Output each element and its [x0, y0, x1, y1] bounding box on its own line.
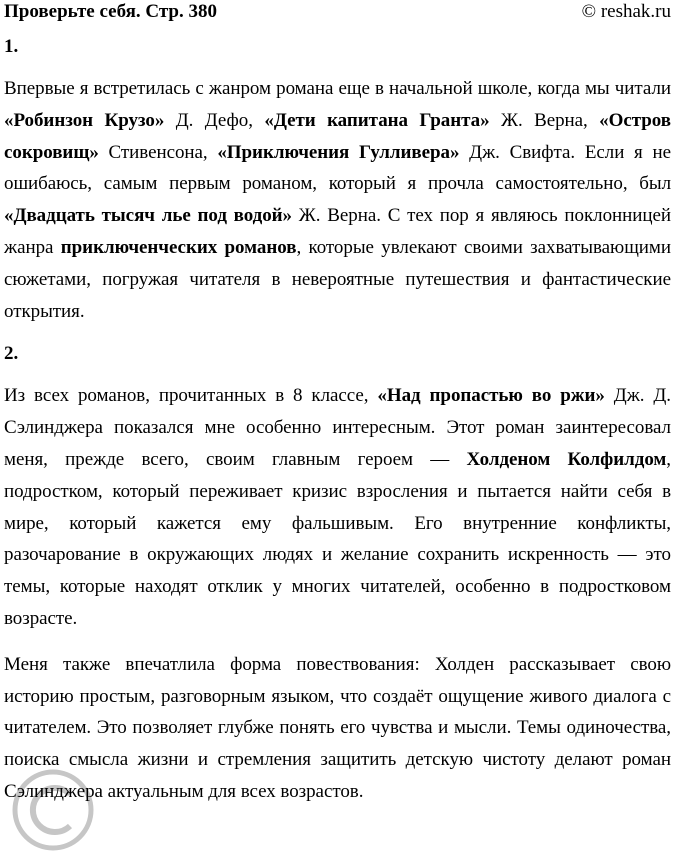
- bold-text: «Над пропастью во ржи»: [377, 385, 605, 407]
- page-header: [4, 0, 671, 24]
- text-run: Дж. Свифта. Если я не ошибаюсь, самым первым романом, который я прочла самостоятельно, был: [4, 141, 671, 195]
- answer-paragraph: [4, 649, 671, 808]
- answer-paragraph: [4, 380, 671, 634]
- text-run: Дж. Д. Сэлинджера показался мне особенно интересным. Этот роман заинтересовал меня, прежде всего, своим главным героем —: [4, 385, 672, 470]
- text-run: , которые увлекают своими захватывающими сюжетами, погружая читателя в невероятные путешествия и фантастические открытия.: [4, 236, 671, 322]
- text-run: , подростком, который переживает кризис взросления и пытается найти себя в мире, который кажется ему фальшивым. Его внутренние конфликты, разочарование в окружающих людях и желание сохранить искренность — это темы, которые находят отклик у многих читателей, особенно в подростковом возрасте.: [4, 448, 671, 629]
- text-run: Впервые я встретилась с жанром романа еще в начальной школе, когда мы читали: [4, 78, 671, 99]
- question-number: 1.: [4, 36, 19, 57]
- text-run: Д. Дефо,: [164, 109, 265, 131]
- answer-paragraph: [4, 73, 671, 327]
- text-run: Из всех романов, прочитанных в 8 классе,: [4, 385, 378, 407]
- bold-text: «Робинзон Крузо»: [4, 109, 165, 131]
- bold-text: «Дети капитана Гранта»: [264, 109, 490, 131]
- question-number: 2.: [4, 343, 19, 365]
- bold-text: «Двадцать тысяч лье под водой»: [4, 205, 293, 227]
- text-run: Ж. Верна,: [489, 109, 600, 131]
- bold-text: «Остров сокровищ»: [4, 109, 671, 163]
- text-run: Ж. Верна. С тех пор я являюсь поклонницей жанра: [4, 205, 672, 258]
- bold-text: Холденом Колфилдом: [466, 448, 667, 470]
- answer-content: [4, 34, 671, 822]
- text-run: Стивенсона,: [98, 141, 218, 163]
- page-title: Проверьте себя. Стр. 380: [4, 1, 217, 22]
- bold-text: приключенческих романов: [60, 236, 297, 258]
- bold-text: «Приключения Гулливера»: [217, 141, 460, 163]
- text-run: Меня также впечатлила форма повествования: Холден рассказывает свою историю простым, разговорным языком, что создаёт ощущение живого диалога с читателем. Это позволяет глубже понять его чувства и мысли. Темы одиночества, поиска смысла жизни и стремления защитить детскую чистоту делают роман Сэлинджера актуальным для всех возрастов.: [4, 653, 671, 802]
- site-credit: © reshak.ru: [581, 1, 671, 22]
